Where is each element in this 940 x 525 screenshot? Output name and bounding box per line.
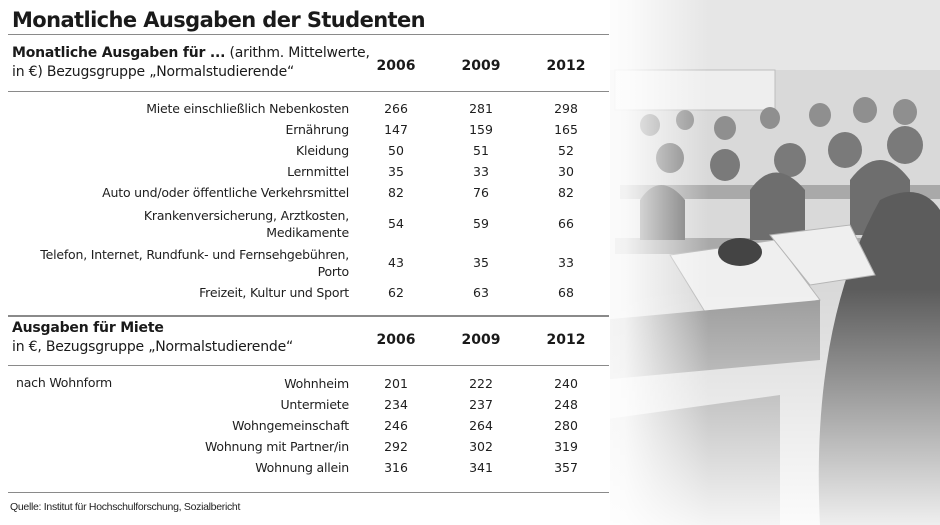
cell-value: 54 (388, 216, 404, 231)
cell-value: 357 (554, 460, 578, 475)
cell-value: 50 (388, 143, 404, 158)
cell-value: 76 (473, 185, 489, 200)
cell-value: 201 (384, 376, 408, 391)
section-bottom-rule (8, 492, 609, 493)
cell-value: 292 (384, 439, 408, 454)
column-header-2009: 2009 (461, 58, 501, 74)
cell-value: 159 (469, 122, 493, 137)
section-bottom-rule (8, 315, 609, 317)
row-label: Ernährung (285, 122, 349, 137)
row-label: Miete einschließlich Nebenkosten (146, 101, 349, 116)
cell-value: 248 (554, 397, 578, 412)
cell-value: 33 (558, 255, 574, 270)
cell-value: 281 (469, 101, 493, 116)
row-label: Wohnung mit Partner/in (204, 439, 349, 454)
cell-value: 82 (388, 185, 404, 200)
cell-value: 246 (384, 418, 408, 433)
source-note: Quelle: Institut für Hochschulforschung, Sozialbericht (10, 501, 241, 513)
cell-value: 319 (554, 439, 578, 454)
cell-value: 63 (473, 285, 489, 300)
section-heading-subline: in €) Bezugsgruppe „Normalstudierende“ (12, 64, 295, 80)
row-label: Untermiete (280, 397, 349, 412)
column-header-2012: 2012 (546, 58, 586, 74)
cell-value: 316 (384, 460, 408, 475)
page-title: Monatliche Ausgaben der Studenten (12, 8, 425, 32)
cell-value: 341 (469, 460, 493, 475)
cell-value: 280 (554, 418, 578, 433)
cell-value: 82 (558, 185, 574, 200)
cell-value: 234 (384, 397, 408, 412)
cell-value: 240 (554, 376, 578, 391)
row-label: Wohngemeinschaft (232, 418, 349, 433)
column-header-2006: 2006 (376, 58, 416, 74)
row-label: Wohnung allein (255, 460, 349, 475)
cell-value: 266 (384, 101, 408, 116)
row-label: Telefon, Internet, Rundfunk- und Fernsehgebühren, Porto (40, 247, 349, 279)
row-label: Lernmittel (287, 164, 349, 179)
cell-value: 165 (554, 122, 578, 137)
cell-value: 43 (388, 255, 404, 270)
cell-value: 51 (473, 143, 489, 158)
column-header-2006: 2006 (376, 332, 416, 348)
column-header-2012: 2012 (546, 332, 586, 348)
cell-value: 237 (469, 397, 493, 412)
cell-value: 66 (558, 216, 574, 231)
row-label: Kleidung (296, 143, 349, 158)
row-label: Auto und/oder öffentliche Verkehrsmittel (102, 185, 349, 200)
cell-value: 62 (388, 285, 404, 300)
cell-value: 264 (469, 418, 493, 433)
group-label: nach Wohnform (16, 375, 113, 390)
title-rule (8, 34, 609, 35)
section-heading-1 (12, 45, 370, 80)
cell-value: 35 (473, 255, 489, 270)
section-heading-2 (12, 320, 293, 355)
section-heading-bold: Ausgaben für Miete (12, 320, 164, 336)
section-heading-subline: in €, Bezugsgruppe „Normalstudierende“ (12, 339, 294, 355)
cell-value: 222 (469, 376, 493, 391)
cell-value: 298 (554, 101, 578, 116)
section-heading-rest: (arithm. Mittelwerte, (225, 45, 370, 61)
cell-value: 302 (469, 439, 493, 454)
cell-value: 30 (558, 164, 574, 179)
row-label: Freizeit, Kultur und Sport (199, 285, 349, 300)
column-header-2009: 2009 (461, 332, 501, 348)
section-heading-bold: Monatliche Ausgaben für ... (12, 45, 226, 61)
cell-value: 52 (558, 143, 574, 158)
cell-value: 68 (558, 285, 574, 300)
cell-value: 59 (473, 216, 489, 231)
header-rule (8, 365, 609, 366)
row-label: Krankenversicherung, Arztkosten, Medikamente (143, 208, 349, 240)
cell-value: 35 (388, 164, 404, 179)
row-label: Wohnheim (284, 376, 349, 391)
cell-value: 33 (473, 164, 489, 179)
header-rule (8, 91, 609, 92)
cell-value: 147 (384, 122, 408, 137)
